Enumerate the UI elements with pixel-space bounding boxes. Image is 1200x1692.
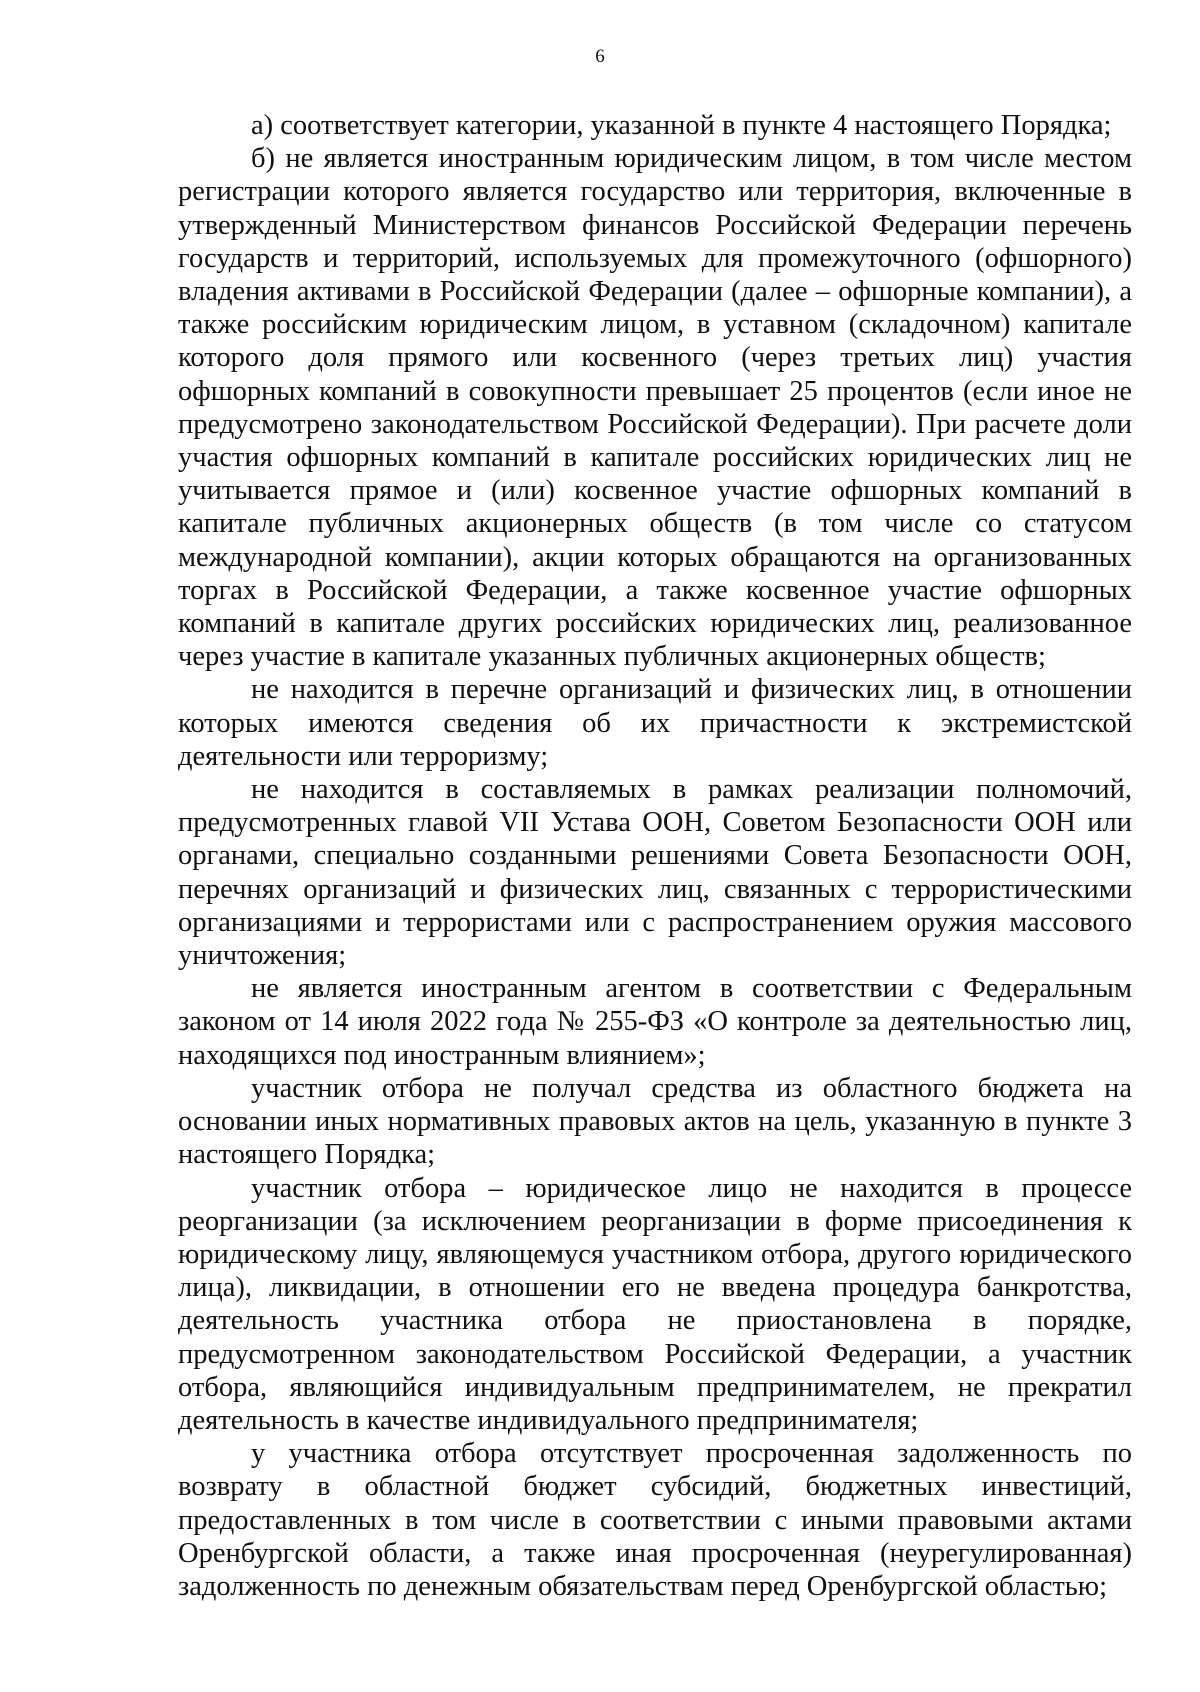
page-number: 6 — [595, 46, 605, 67]
paragraph-no-reorganization: участник отбора – юридическое лицо не находится в процессе реорганизации (за исключением реорганизации в форме присоединения к юридическому лицу, являющемуся участником отбора, другого юридического лица), ликвидации, в отношении его не введена процедура банкротства, деятельность участника отбора не приостановлена в порядке, предусмотренном законодательством Российской Федерации, а участник отбора, являющийся индивидуальным предпринимателем, не прекратил деятельность в качестве индивидуального предпринимателя; — [178, 1172, 1132, 1436]
paragraph-extremism-list: не находится в перечне организаций и физических лиц, в отношении которых имеются сведения об их причастности к экстремистской деятельности или терроризму; — [178, 674, 1132, 772]
paragraph-item-b: б) не является иностранным юридическим лицом, в том числе местом регистрации которого является государство или территория, включенные в утвержденный Министерством финансов Российской Федерации перечень государств и территорий, используемых для промежуточного (офшорного) владения активами в Российской Федерации (далее – офшорные компании), а также российским юридическим лицом, в уставном (складочном) капитале которого доля прямого или косвенного (через третьих лиц) участия офшорных компаний в совокупности превышает 25 процентов (если иное не предусмотрено законодательством Российской Федерации). При расчете доли участия офшорных компаний в капитале российских юридических лиц не учитывается прямое и (или) косвенное участие офшорных компаний в капитале публичных акционерных обществ (в том числе со статусом международной компании), акции которых обращаются на организованных торгах в Российской Федерации, а также косвенное участие офшорных компаний в капитале других российских юридических лиц, реализованное через участие в капитале указанных публичных акционерных обществ; — [178, 143, 1132, 673]
paragraph-no-other-funds: участник отбора не получал средства из областного бюджета на основании иных нормативных правовых актов на цель, указанную в пункте 3 настоящего Порядка; — [178, 1072, 1132, 1171]
paragraph-un-sanctions-list: не находится в составляемых в рамках реализации полномочий, предусмотренных главой VII Устава ООН, Советом Безопасности ООН или органами, специально созданными решениями Совета Безопасности ООН, перечнях организаций и физических лиц, связанных с террористическими организациями и террористами или с распространением оружия массового уничтожения; — [178, 774, 1132, 972]
paragraph-item-a: а) соответствует категории, указанной в пункте 4 настоящего Порядка; — [251, 110, 1112, 141]
paragraph-no-overdue-debt: у участника отбора отсутствует просроченная задолженность по возврату в областной бюджет субсидий, бюджетных инвестиций, предоставленных в том числе в соответствии с иными правовыми актами Оренбургской области, а также иная просроченная (неурегулированная) задолженность по денежным обязательствам перед Оренбургской областью; — [178, 1438, 1132, 1602]
paragraph-foreign-agent: не является иностранным агентом в соответствии с Федеральным законом от 14 июля 2022 года № 255-ФЗ «О контроле за деятельностью лиц, находящихся под иностранным влиянием»; — [178, 973, 1132, 1071]
document-body — [178, 109, 1132, 1603]
